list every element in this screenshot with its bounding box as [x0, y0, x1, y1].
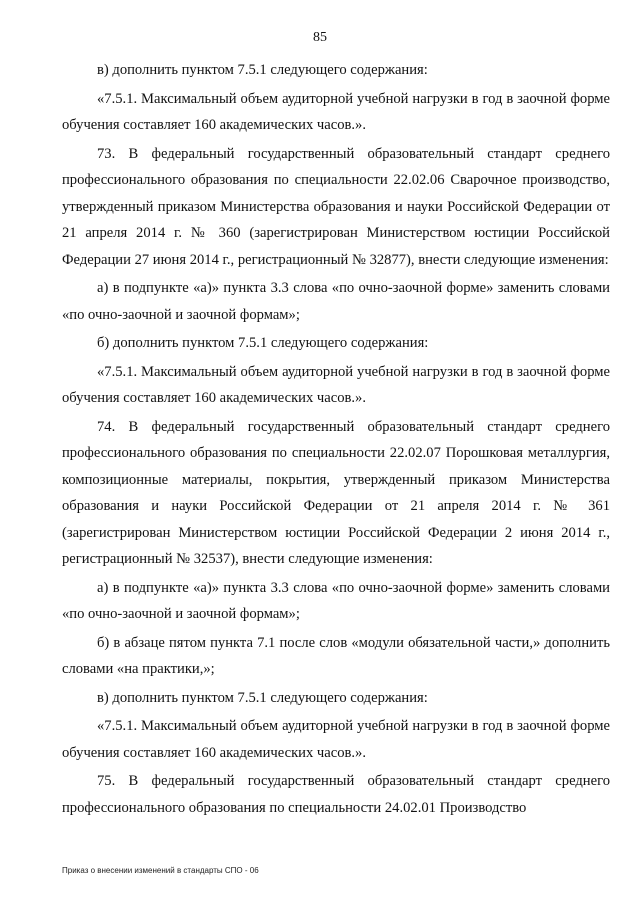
- paragraph: в) дополнить пунктом 7.5.1 следующего содержания:: [97, 62, 428, 78]
- paragraph: «7.5.1. Максимальный объем аудиторной учебной нагрузки в год в заочной форме обучения составляет 160 академических часов.».: [62, 90, 610, 133]
- paragraph: 73. В федеральный государственный образовательный стандарт среднего профессионального образования по специальности 22.02.06 Сварочное производство, утвержденный приказом Министерства образования и науки Российской Федерации от 21 апреля 2014 г. № 360 (зарегистрирован Министерством юстиции Российской Федерации 27 июня 2014 г., регистрационный № 32877), внести следующие изменения:: [62, 145, 610, 268]
- paragraph: «7.5.1. Максимальный объем аудиторной учебной нагрузки в год в заочной форме обучения составляет 160 академических часов.».: [62, 718, 610, 761]
- paragraph: а) в подпункте «а)» пункта 3.3 слова «по очно-заочной форме» заменить словами «по очно-заочной и заочной формам»;: [62, 579, 610, 622]
- paragraph: а) в подпункте «а)» пункта 3.3 слова «по очно-заочной форме» заменить словами «по очно-заочной и заочной формам»;: [62, 280, 610, 323]
- page-footer: Приказ о внесении изменений в стандарты СПО - 06: [62, 866, 259, 875]
- paragraph: в) дополнить пунктом 7.5.1 следующего содержания:: [97, 689, 428, 706]
- paragraph: б) в абзаце пятом пункта 7.1 после слов «модули обязательной части,» дополнить словами «на практики,»;: [62, 634, 610, 677]
- paragraph: 75. В федеральный государственный образовательный стандарт среднего профессионального образования по специальности 24.02.01 Производство: [62, 773, 610, 816]
- paragraph: б) дополнить пунктом 7.5.1 следующего содержания:: [97, 335, 429, 351]
- document-body: [62, 57, 610, 823]
- paragraph: «7.5.1. Максимальный объем аудиторной учебной нагрузки в год в заочной форме обучения составляет 160 академических часов.».: [62, 363, 610, 406]
- paragraph: 74. В федеральный государственный образовательный стандарт среднего профессионального образования по специальности 22.02.07 Порошковая металлургия, композиционные материалы, покрытия, утвержденный приказом Министерства образования и науки Российской Федерации от 21 апреля 2014 г. № 361 (зарегистрирован Министерством юстиции Российской Федерации 2 июня 2014 г., регистрационный № 32537), внести следующие изменения:: [62, 418, 610, 567]
- page-number: 85: [313, 30, 327, 45]
